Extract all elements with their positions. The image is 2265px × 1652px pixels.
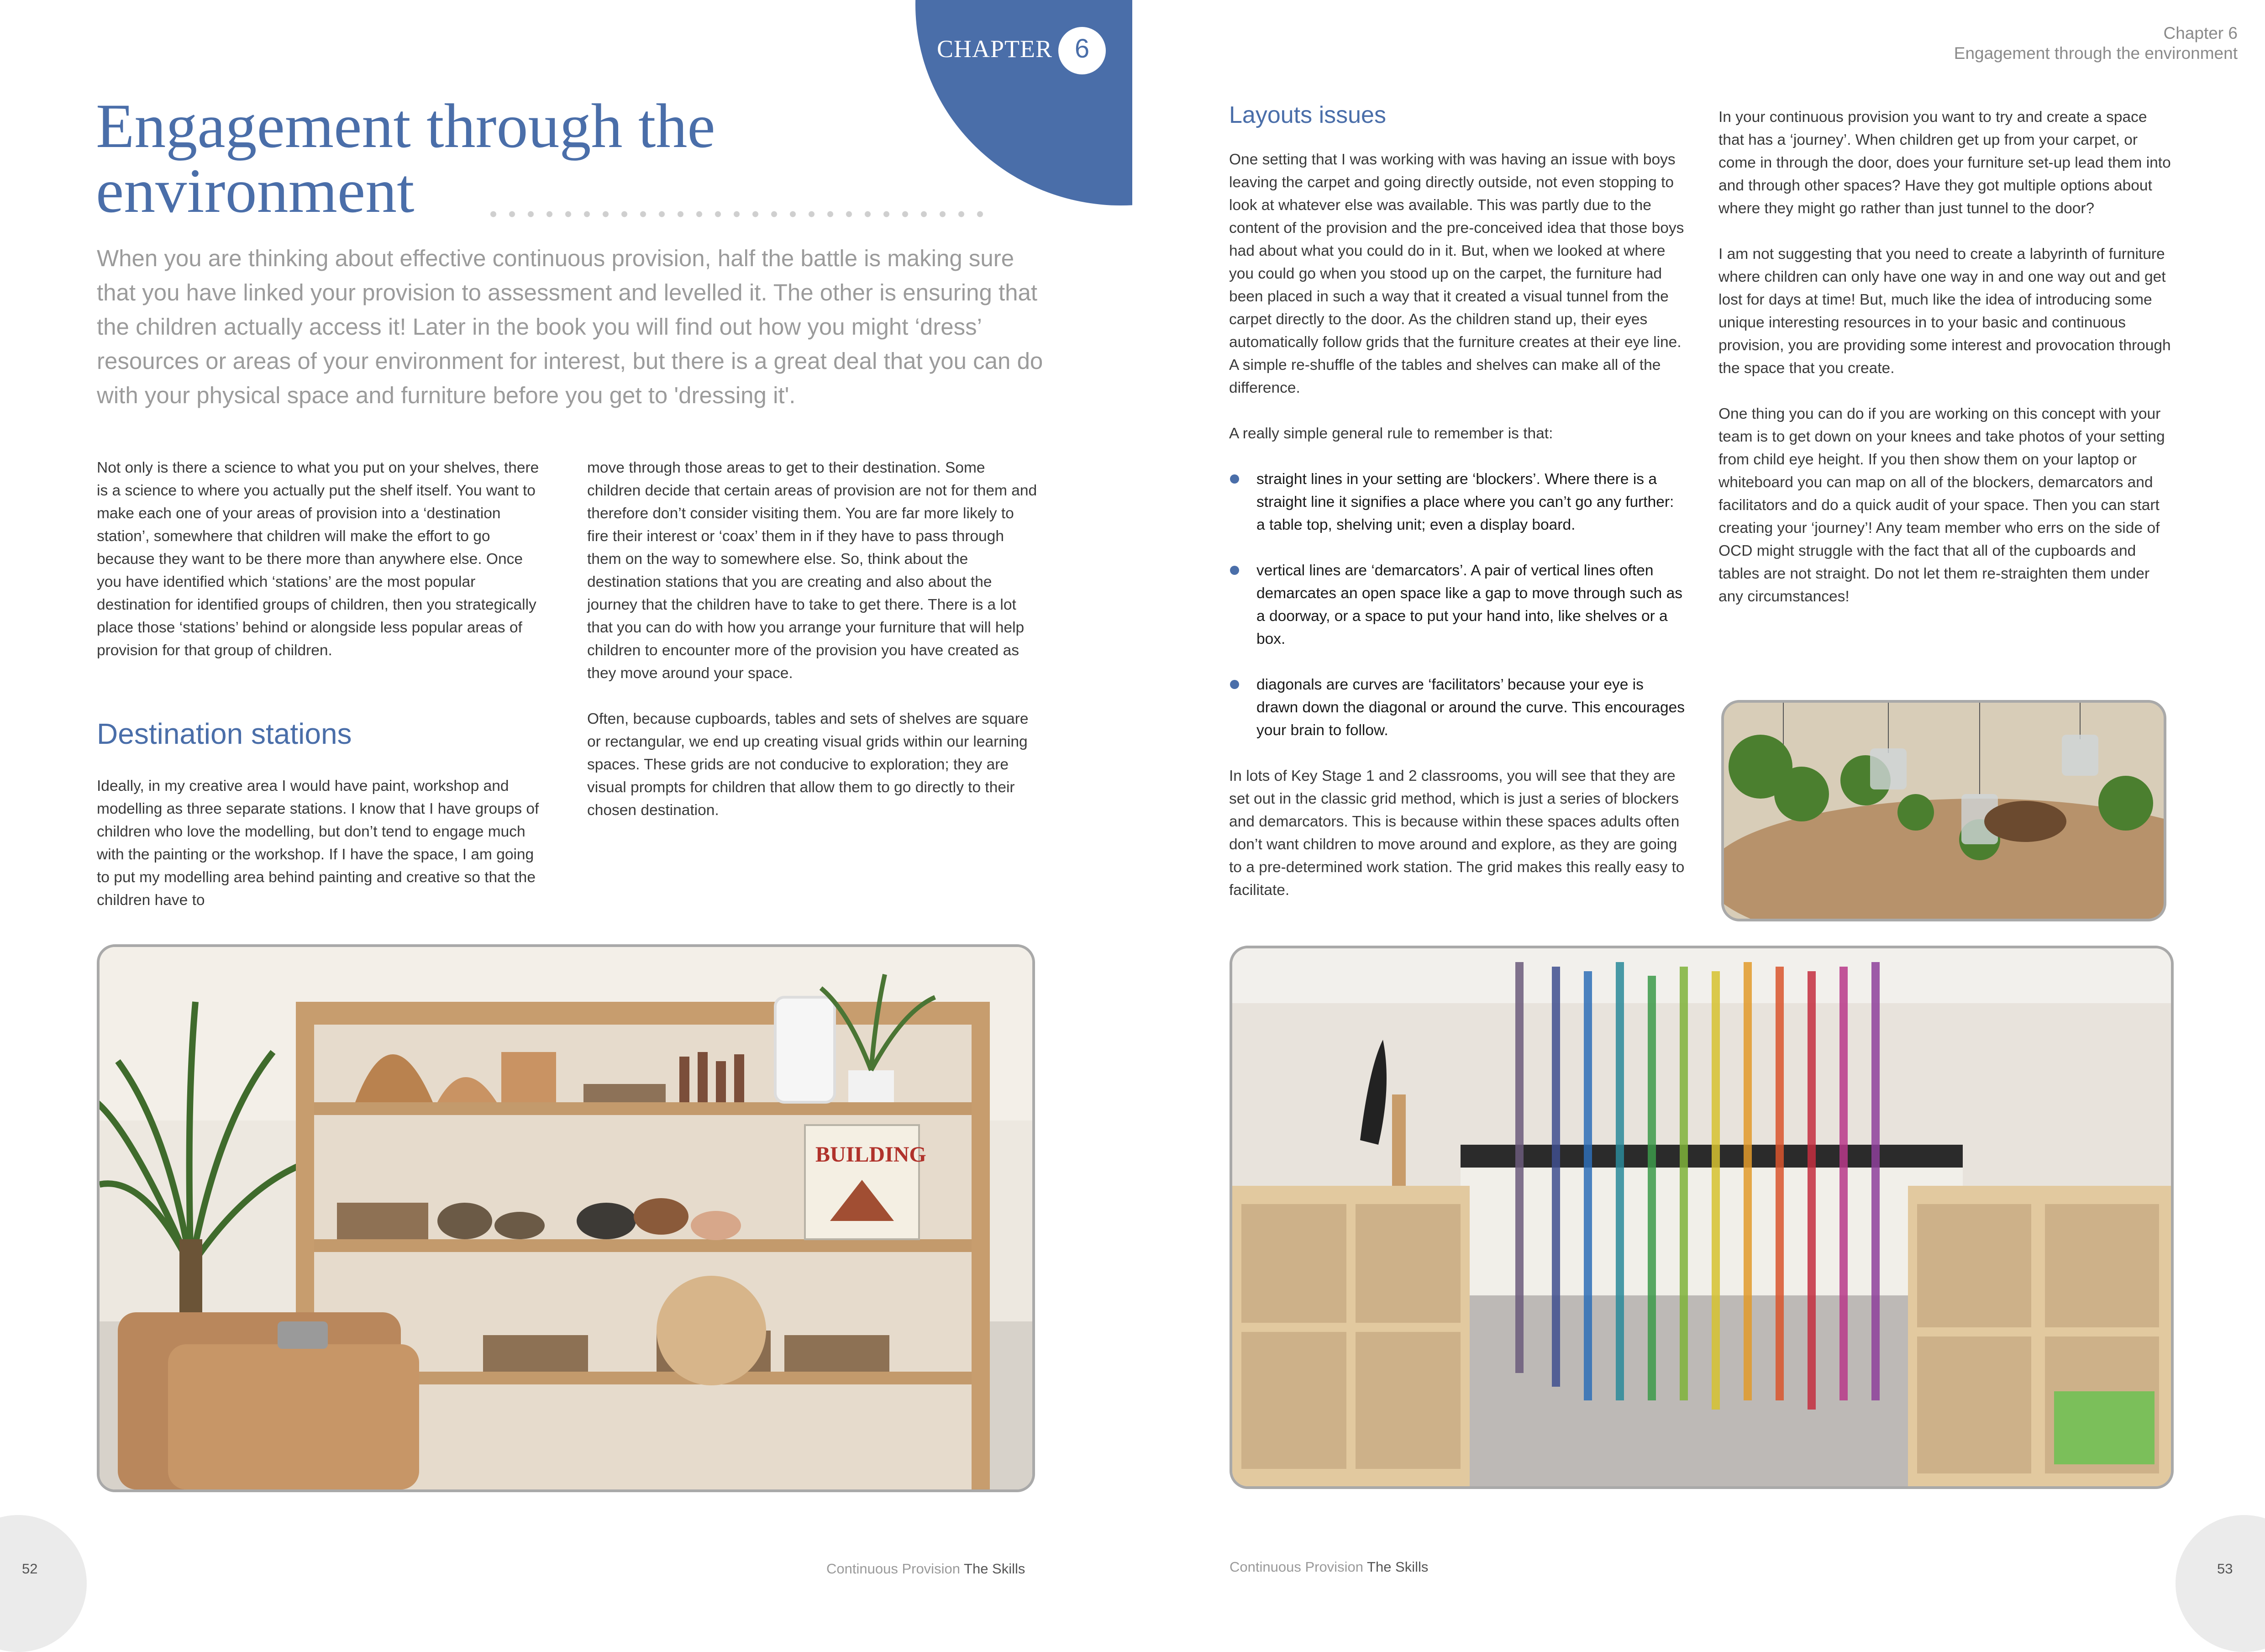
footer-series: Continuous Provision bbox=[826, 1561, 960, 1577]
destination-stations-heading: Destination stations bbox=[97, 717, 352, 750]
col3-paragraph-3: In lots of Key Stage 1 and 2 classrooms, you will see that they are set out in the classic grid method, which is just a series of blockers and demarcators. This is because within these spaces adults often don’t want children to move around and explore, as they are going to a pre-determined work station. The grid makes this really easy to facilitate. bbox=[1229, 768, 1685, 899]
right-footer bbox=[1230, 1559, 1428, 1575]
intro-paragraph: When you are thinking about effective continuous provision, half the battle is making sure that you have linked your provision to assessment and levelled it. The other is ensuring that the children actually access it! Later in the book you will find out how you might ‘dress’ resources or areas of your environment for interest, but there is a great deal that you can do with your physical space and furniture before you get to 'dressing it'. bbox=[97, 245, 1043, 408]
bullet-dot bbox=[1230, 474, 1239, 484]
rule-text: diagonals are curves are ‘facilitators’ because your eye is drawn down the diagonal or around the curve. This encourages your brain to follow. bbox=[1256, 676, 1685, 739]
right-column-1 bbox=[1229, 148, 1686, 925]
title-dotted-rule bbox=[484, 211, 995, 217]
col3-paragraph-2: A really simple general rule to remember is that: bbox=[1229, 425, 1553, 442]
left-column-2 bbox=[587, 457, 1039, 845]
rule-item-demarcators bbox=[1229, 559, 1686, 651]
left-footer bbox=[826, 1561, 1025, 1577]
right-page-number: 53 bbox=[2217, 1561, 2233, 1577]
hanging-herb-jars-photo bbox=[1721, 700, 2166, 921]
col2-paragraph-1: move through those areas to get to their destination. Some children decide that certain areas of provision are not for them and therefore don’t consider visiting them. You are far more likely to fire their interest or ‘coax’ them in if they have to pass through them on the way to somewhere else. So, think about the destination stations that you are creating and also about the journey that the children have to take to get there. There is a lot that you can do with how you arrange your furniture that will help children to encounter more of the provision you have created as they move around your space. bbox=[587, 459, 1037, 682]
bullet-dot bbox=[1230, 566, 1239, 575]
running-header-chapter: Chapter 6 bbox=[2163, 24, 2238, 42]
left-page-corner bbox=[0, 1515, 87, 1652]
left-column-1-continued bbox=[97, 775, 549, 935]
bullet-dot bbox=[1230, 680, 1239, 689]
page-title bbox=[96, 91, 963, 226]
col4-paragraph-1: In your continuous provision you want to try and create a space that has a ‘journey’. When children get up from your carpet, or come in through the door, does your furniture set-up lead them into and through other spaces? Have they got multiple options about where they might go rather than just tunnel to the door? bbox=[1718, 109, 2171, 217]
chapter-label: CHAPTER bbox=[937, 35, 1053, 63]
footer-series: Continuous Provision bbox=[1230, 1559, 1363, 1575]
shelving-unit-photo bbox=[97, 944, 1035, 1492]
col1-paragraph-1: Not only is there a science to what you put on your shelves, there is a science to where you actually put the shelf itself. You want to make each one of your areas of provision into a ‘destination station’, somewhere that children will make the effort to go because they want to be there more than anywhere else. Once you have identified which ‘stations’ are the most popular destination for identified groups of children, then you strategically place those ‘stations’ behind or alongside less popular areas of provision for that group of children. bbox=[97, 459, 539, 659]
book-cover-title: BUILDING bbox=[815, 1142, 926, 1167]
page-title-line2: environment bbox=[96, 156, 415, 226]
col2-paragraph-2: Often, because cupboards, tables and sets of shelves are square or rectangular, we end up creating visual grids within our learning spaces. These grids are not conducive to exploration; they are visual prompts for children that allow them to go directly to their chosen destination. bbox=[587, 710, 1029, 819]
page-title-line1: Engagement through the bbox=[96, 91, 715, 161]
rules-list bbox=[1229, 468, 1686, 742]
right-column-2 bbox=[1718, 106, 2175, 631]
layouts-issues-heading: Layouts issues bbox=[1229, 102, 1386, 128]
col4-paragraph-3: One thing you can do if you are working on this concept with your team is to get down on your knees and take photos of your setting from child eye height. If you then show them on your laptop or whiteboard you can map on all of the blockers, demarcators and facilitators and do a quick audit of your space. Then you can start creating your ‘journey’! Any team member who errs on the side of OCD might struggle with the fact that all of the cupboards and tables are not straight. Do not let them re-straighten them under any circumstances! bbox=[1718, 405, 2165, 605]
footer-book: The Skills bbox=[1367, 1559, 1429, 1575]
left-page-number: 52 bbox=[22, 1561, 38, 1577]
rule-item-facilitators bbox=[1229, 673, 1686, 742]
left-column-1 bbox=[97, 457, 549, 685]
col1-paragraph-2: Ideally, in my creative area I would have paint, workshop and modelling as three separate stations. I know that I have groups of children who love the modelling, but don’t tend to engage much with the painting or the workshop. If I have the space, I am going to put my modelling area behind painting and creative so that the children have to bbox=[97, 778, 539, 909]
col3-paragraph-1: One setting that I was working with was having an issue with boys leaving the carpet and going directly outside, not even stopping to look at whatever else was available. This was partly due to the content of the provision and the pre-conceived idea that those boys had about what you could do in it. But, when we looked at where you could go when you stood up on the carpet, the furniture had been placed in such a way that it created a visual tunnel from the carpet directly to the door. As the children stand up, their eyes automatically follow grids that the furniture creates at their eye line. A simple re-shuffle of the tables and shelves can make all of the difference. bbox=[1229, 151, 1684, 396]
running-header-title: Engagement through the environment bbox=[1954, 44, 2238, 63]
colour-strips-classroom-photo bbox=[1230, 946, 2174, 1489]
rule-text: straight lines in your setting are ‘blockers’. Where there is a straight line it signifies a place where you can’t go any further: a table top, shelving unit; even a display board. bbox=[1256, 471, 1674, 533]
rule-item-blockers bbox=[1229, 468, 1686, 537]
chapter-number: 6 bbox=[1074, 34, 1090, 63]
col4-paragraph-2: I am not suggesting that you need to create a labyrinth of furniture where children can only have one way in and one way out and get lost for days at time! But, much like the idea of introducing some unique interesting resources in to your basic and continuous provision, you are providing some interest and provocation through the space that you create. bbox=[1718, 246, 2171, 377]
right-page-corner bbox=[2176, 1515, 2265, 1652]
footer-book: The Skills bbox=[964, 1561, 1025, 1577]
rule-text: vertical lines are ‘demarcators’. A pair of vertical lines often demarcates an open space like a gap to move through such as a doorway, or a space to put your hand into, like shelves or a box. bbox=[1256, 562, 1682, 647]
